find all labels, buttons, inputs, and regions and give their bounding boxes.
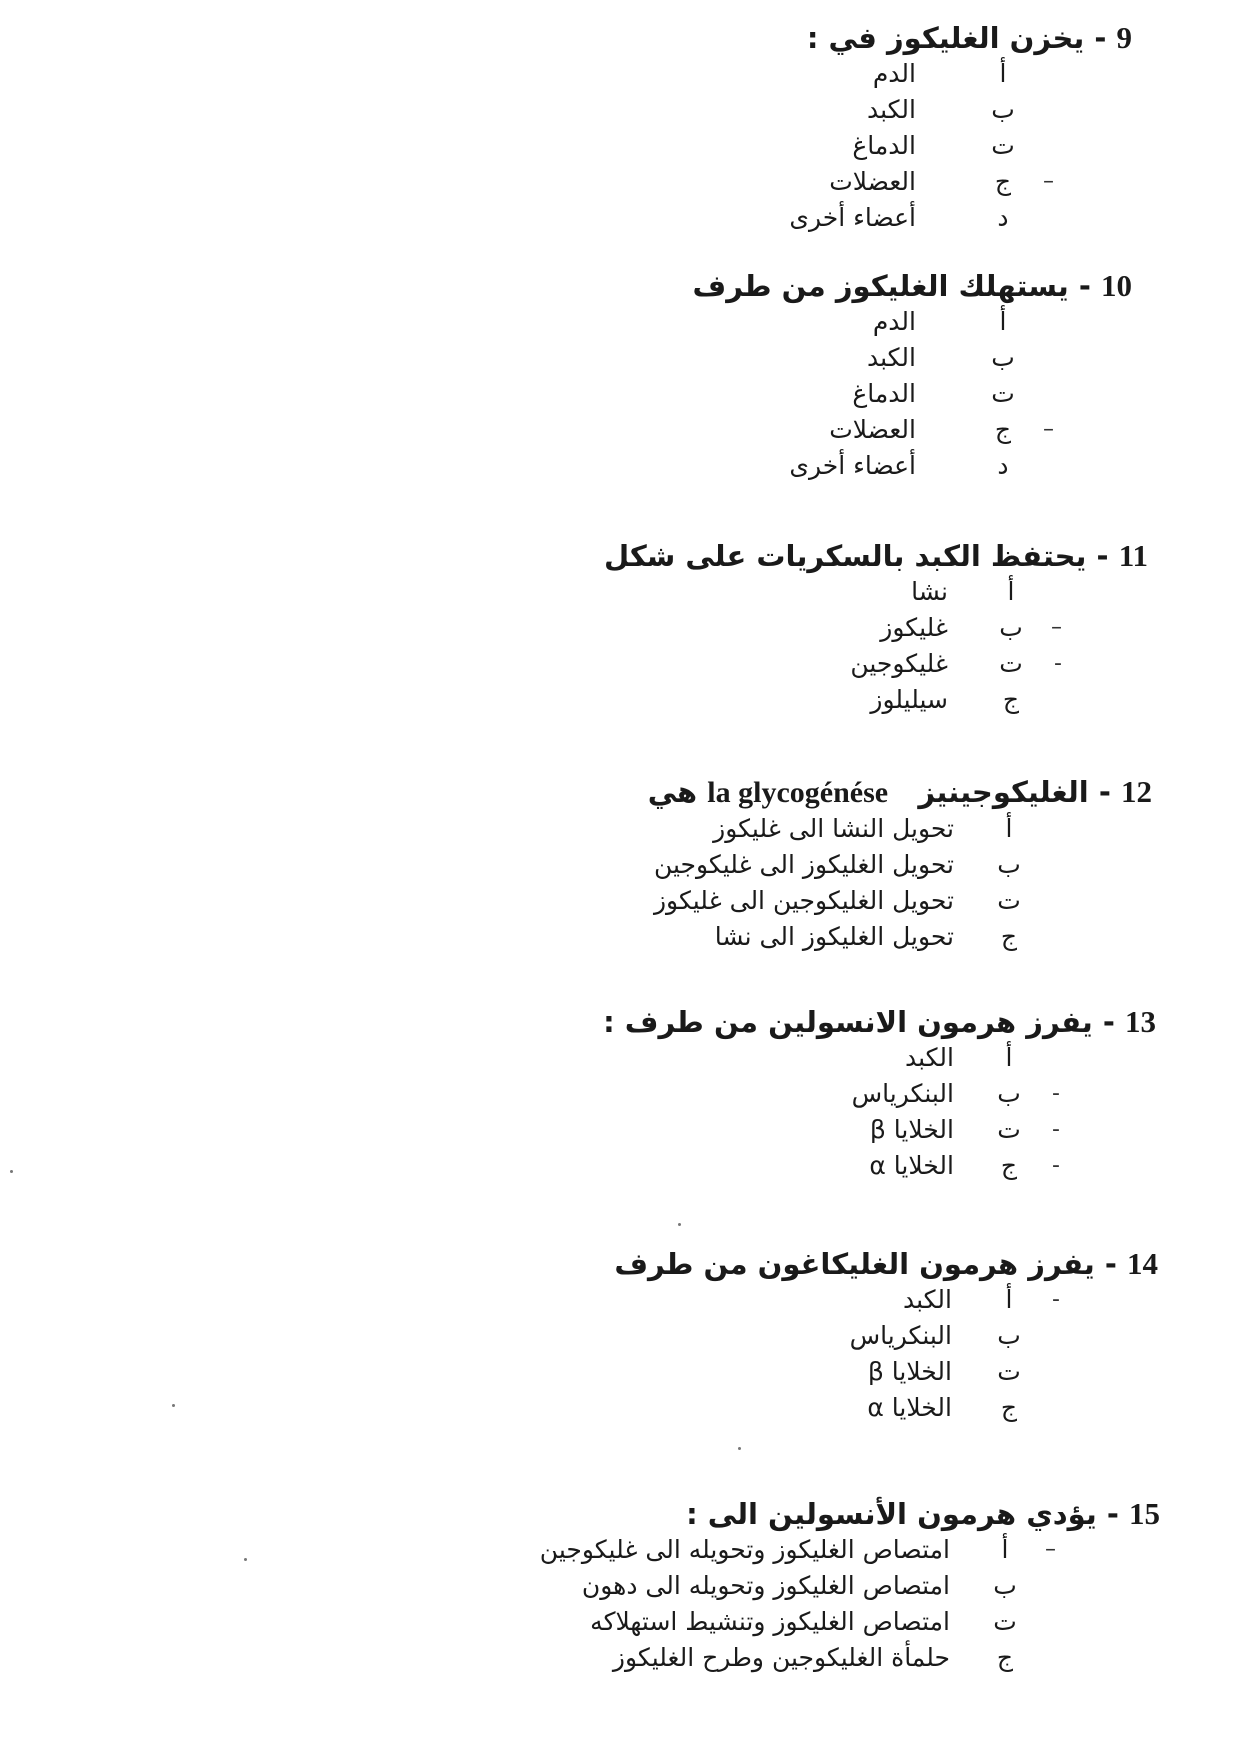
- question-text: - يفرز هرمون الغليكاغون من طرف: [614, 1247, 1117, 1281]
- option-text: البنكرياس: [849, 1321, 952, 1350]
- answer-tick-mark: -: [1052, 1287, 1060, 1312]
- option-j: [408, 682, 1026, 718]
- options-list: [456, 1040, 1060, 1184]
- options-list: [240, 1532, 1056, 1676]
- option-letter: أ: [1005, 814, 1013, 843]
- option-letter: ج: [1000, 1393, 1018, 1422]
- option-text: تحويل النشا الى غليكوز: [713, 814, 954, 843]
- option-letter: د: [997, 203, 1009, 232]
- option-t: [456, 1112, 1060, 1148]
- option-text: تحويل الغليكوجين الى غليكوز: [653, 886, 954, 915]
- question-14: [418, 1244, 1158, 1426]
- question-number: 14: [1127, 1246, 1158, 1281]
- option-a: [418, 1282, 1060, 1318]
- question-text: - يحتفظ الكبد بالسكريات على شكل: [603, 539, 1109, 573]
- option-letter: ت: [999, 649, 1023, 678]
- option-letter: ج: [1000, 922, 1018, 951]
- option-letter: أ: [1005, 1043, 1013, 1072]
- option-text: الخلايا β: [869, 1115, 954, 1144]
- option-text: الكبد: [866, 343, 916, 372]
- option-text: أعضاء أخرى: [789, 451, 916, 480]
- option-text: الدماغ: [852, 379, 916, 408]
- option-j: [418, 1390, 1024, 1426]
- question-text: - يستهلك الغليكوز من طرف: [692, 269, 1091, 303]
- option-t: [432, 376, 1018, 412]
- option-letter: ج: [996, 1643, 1014, 1672]
- option-letter: ب: [997, 1321, 1021, 1350]
- question-heading: [456, 1002, 1156, 1042]
- option-letter: أ: [999, 307, 1007, 336]
- question-heading: [492, 18, 1132, 58]
- option-text: الدم: [872, 59, 916, 88]
- option-text: العضلات: [829, 415, 916, 444]
- option-letter: ج: [994, 167, 1012, 196]
- option-a: [408, 574, 1026, 610]
- option-text: امتصاص الغليكوز وتنشيط استهلاكه: [590, 1607, 950, 1636]
- option-text: العضلات: [829, 167, 916, 196]
- answer-tick-mark: –: [1043, 169, 1054, 194]
- question-11: [408, 536, 1148, 718]
- option-text: الدم: [872, 307, 916, 336]
- option-text: امتصاص الغليكوز وتحويله الى دهون: [581, 1571, 950, 1600]
- answer-tick-mark: -: [1054, 651, 1062, 676]
- question-latin-term: la glycogénése: [707, 776, 889, 809]
- option-b: [240, 1568, 1020, 1604]
- options-list: [492, 56, 1054, 236]
- option-t: [292, 883, 1024, 919]
- option-t: [492, 128, 1018, 164]
- option-text: غليكوز: [880, 613, 948, 642]
- option-letter: ت: [991, 379, 1015, 408]
- answer-tick-mark: –: [1043, 417, 1054, 442]
- option-b: [456, 1076, 1060, 1112]
- answer-tick-mark: –: [1051, 615, 1062, 640]
- question-heading: [408, 536, 1148, 576]
- option-letter: أ: [1001, 1535, 1009, 1564]
- question-heading: [418, 1244, 1158, 1284]
- scan-speck: [172, 1404, 175, 1407]
- option-text: أعضاء أخرى: [789, 203, 916, 232]
- option-b: [492, 92, 1018, 128]
- option-t: [240, 1604, 1020, 1640]
- question-15: [240, 1494, 1160, 1676]
- option-text: حلمأة الغليكوجين وطرح الغليكوز: [612, 1643, 950, 1672]
- option-a: [432, 304, 1018, 340]
- option-j: [492, 164, 1054, 200]
- option-b: [408, 610, 1062, 646]
- option-text: سيليلوز: [870, 685, 948, 714]
- option-letter: ت: [997, 1357, 1021, 1386]
- option-letter: ت: [991, 131, 1015, 160]
- question-text: - يؤدي هرمون الأنسولين الى :: [686, 1497, 1119, 1531]
- option-b: [432, 340, 1018, 376]
- option-b: [292, 847, 1024, 883]
- option-text: تحويل الغليكوز الى غليكوجين: [653, 850, 954, 879]
- answer-tick-mark: –: [1045, 1537, 1056, 1562]
- option-b: [418, 1318, 1024, 1354]
- option-letter: ت: [997, 886, 1021, 915]
- option-letter: ج: [1002, 685, 1020, 714]
- option-text: الكبد: [902, 1285, 952, 1314]
- question-heading: [432, 266, 1132, 306]
- option-text: الكبد: [866, 95, 916, 124]
- option-text: الدماغ: [852, 131, 916, 160]
- option-letter: ج: [994, 415, 1012, 444]
- option-j: [292, 919, 1024, 955]
- option-d: [492, 200, 1018, 236]
- question-text: - الغليكوجينيز: [918, 775, 1111, 809]
- option-letter: ت: [997, 1115, 1021, 1144]
- question-13: [456, 1002, 1156, 1184]
- options-list: [292, 811, 1024, 955]
- option-letter: أ: [999, 59, 1007, 88]
- question-9: [492, 18, 1132, 236]
- option-d: [432, 448, 1018, 484]
- question-heading: [240, 1494, 1160, 1534]
- option-text: البنكرياس: [851, 1079, 954, 1108]
- option-text: الخلايا α: [869, 1151, 954, 1180]
- option-letter: ب: [997, 1079, 1021, 1108]
- option-letter: ب: [993, 1571, 1017, 1600]
- question-number: 9: [1116, 20, 1132, 55]
- option-text: الخلايا α: [867, 1393, 952, 1422]
- answer-tick-mark: -: [1052, 1117, 1060, 1142]
- option-t: [418, 1354, 1024, 1390]
- option-letter: أ: [1005, 1285, 1013, 1314]
- option-text: غليكوجين: [850, 649, 948, 678]
- scan-speck: [738, 1447, 741, 1450]
- scan-speck: [244, 1558, 247, 1561]
- option-text: الكبد: [904, 1043, 954, 1072]
- option-a: [292, 811, 1024, 847]
- question-text: - يفرز هرمون الانسولين من طرف :: [603, 1005, 1115, 1039]
- question-heading: [292, 772, 1152, 813]
- question-number: 12: [1121, 774, 1152, 809]
- question-10: [432, 266, 1132, 484]
- option-letter: ب: [999, 613, 1023, 642]
- question-number: 13: [1125, 1004, 1156, 1039]
- option-text: امتصاص الغليكوز وتحويله الى غليكوجين: [539, 1535, 950, 1564]
- option-letter: ج: [1000, 1151, 1018, 1180]
- option-j: [432, 412, 1054, 448]
- option-a: [456, 1040, 1024, 1076]
- question-text: - يخزن الغليكوز في :: [806, 21, 1107, 55]
- option-text: الخلايا β: [867, 1357, 952, 1386]
- scan-speck: [678, 1223, 681, 1226]
- option-text: تحويل الغليكوز الى نشا: [714, 922, 954, 951]
- option-text: نشا: [911, 577, 948, 606]
- question-12: [292, 772, 1152, 955]
- options-list: [408, 574, 1062, 718]
- option-letter: أ: [1007, 577, 1015, 606]
- question-number: 11: [1118, 538, 1148, 573]
- option-t: [408, 646, 1062, 682]
- scan-speck: [10, 1170, 13, 1173]
- option-letter: ب: [991, 95, 1015, 124]
- options-list: [418, 1282, 1060, 1426]
- option-letter: ب: [991, 343, 1015, 372]
- option-a: [240, 1532, 1056, 1568]
- question-number: 15: [1129, 1496, 1160, 1531]
- option-a: [492, 56, 1018, 92]
- option-j: [456, 1148, 1060, 1184]
- option-letter: د: [997, 451, 1009, 480]
- question-text-end: هي: [647, 775, 698, 809]
- answer-tick-mark: -: [1052, 1153, 1060, 1178]
- option-letter: ت: [993, 1607, 1017, 1636]
- answer-tick-mark: -: [1052, 1081, 1060, 1106]
- question-number: 10: [1101, 268, 1132, 303]
- options-list: [432, 304, 1054, 484]
- option-letter: ب: [997, 850, 1021, 879]
- option-j: [240, 1640, 1020, 1676]
